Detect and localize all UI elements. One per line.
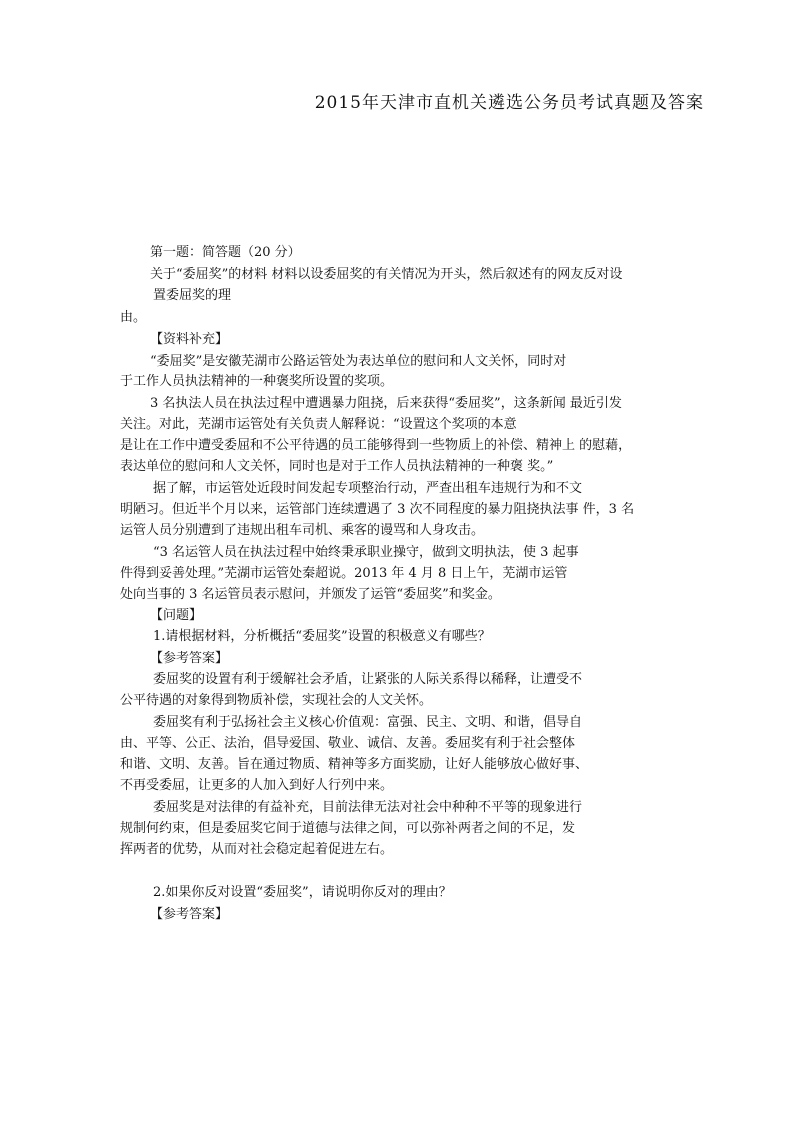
paragraph-line: 不再受委屈，让更多的人加入到好人行列中来。 [120,778,394,793]
paragraph-line: 3 名执法人员在执法过程中遭遇暴力阻挠，后来获得“委屈奖”，这条新闻 最近引发 [150,396,622,411]
section-heading: 第一题：简答题（20 分） [150,245,301,260]
paragraph-line: 是让在工作中遭受委屈和不公平待遇的员工能够得到一些物质上的补偿、精神上 的慰藉， [120,438,632,453]
paragraph-line: “委屈奖”是安徽芜湖市公路运管处为表达单位的慰问和人文关怀，同时对 [150,354,567,369]
paragraph-line: 由。 [120,310,147,325]
paragraph-line: 公平待遇的对象得到物质补偿，实现社会的人文关怀。 [120,693,433,708]
paragraph-line: 关注。对此，芜湖市运管处有关负责人解释说：“设置这个奖项的本意 [120,417,517,432]
paragraph-line: 置委屈奖的理 [153,288,232,303]
paragraph-line: “3 名运管人员在执法过程中始终秉承职业操守，做到文明执法，使 3 起事 [153,545,579,560]
section-label: 【问题】 [150,608,203,623]
paragraph-line: 运管人员分别遭到了违规出租车司机、乘客的谩骂和人身攻击。 [120,523,485,538]
section-label: 【参考答案】 [150,651,229,666]
paragraph-line: 委屈奖是对法律的有益补充，目前法律无法对社会中种种不平等的现象进行 [153,800,583,815]
paragraph-line: 委屈奖的设置有利于缓解社会矛盾，让紧张的人际关系得以稀释，让遭受不 [153,672,583,687]
paragraph-line: 和谐、文明、友善。旨在通过物质、精神等多方面奖励，让好人能够放心做好事、 [120,757,589,772]
paragraph-line: 明陋习。但近半个月以来，运管部门连续遭遇了 3 次不同程度的暴力阻挠执法事 件，3 名 [120,502,635,517]
paragraph-line: 委屈奖有利于弘扬社会主义核心价值观：富强、民主、文明、和谐，倡导自 [153,715,583,730]
section-label: 【参考答案】 [150,907,229,922]
paragraph-line: 件得到妥善处理。”芜湖市运管处秦超说。2013 年 4 月 8 日上午，芜湖市运管 [120,566,568,581]
paragraph-line: 规制何约束，但是委屈奖它间于道德与法律之间，可以弥补两者之间的不足，发 [120,821,576,836]
paragraph-line: 由、平等、公正、法治，倡导爱国、敬业、诚信、友善。委屈奖有利于社会整体 [120,736,576,751]
paragraph-line: 挥两者的优势，从而对社会稳定起着促进左右。 [120,842,394,857]
paragraph-line: 据了解，市运管处近段时间发起专项整治行动，严查出租车违规行为和不文 [153,481,583,496]
paragraph-line: 于工作人员执法精神的一种褒奖所设置的奖项。 [120,374,394,389]
paragraph-line: 关于“委屈奖”的材料 材料以设委屈奖的有关情况为开头，然后叙述有的网友反对设 [150,267,623,282]
question-text: 2.如果你反对设置“委屈奖”，请说明你反对的理由？ [153,885,452,900]
document-title: 2015年天津市直机关遴选公务员考试真题及答案 [314,93,704,113]
section-label: 【资料补充】 [150,332,229,347]
question-text: 1.请根据材料，分析概括“委屈奖”设置的积极意义有哪些？ [153,629,491,644]
paragraph-line: 表达单位的慰问和人文关怀，同时也是对于工作人员执法精神的一种褒 奖。” [120,459,554,474]
paragraph-line: 处向当事的 3 名运管员表示慰问，并颁发了运管“委屈奖”和奖金。 [120,587,501,602]
